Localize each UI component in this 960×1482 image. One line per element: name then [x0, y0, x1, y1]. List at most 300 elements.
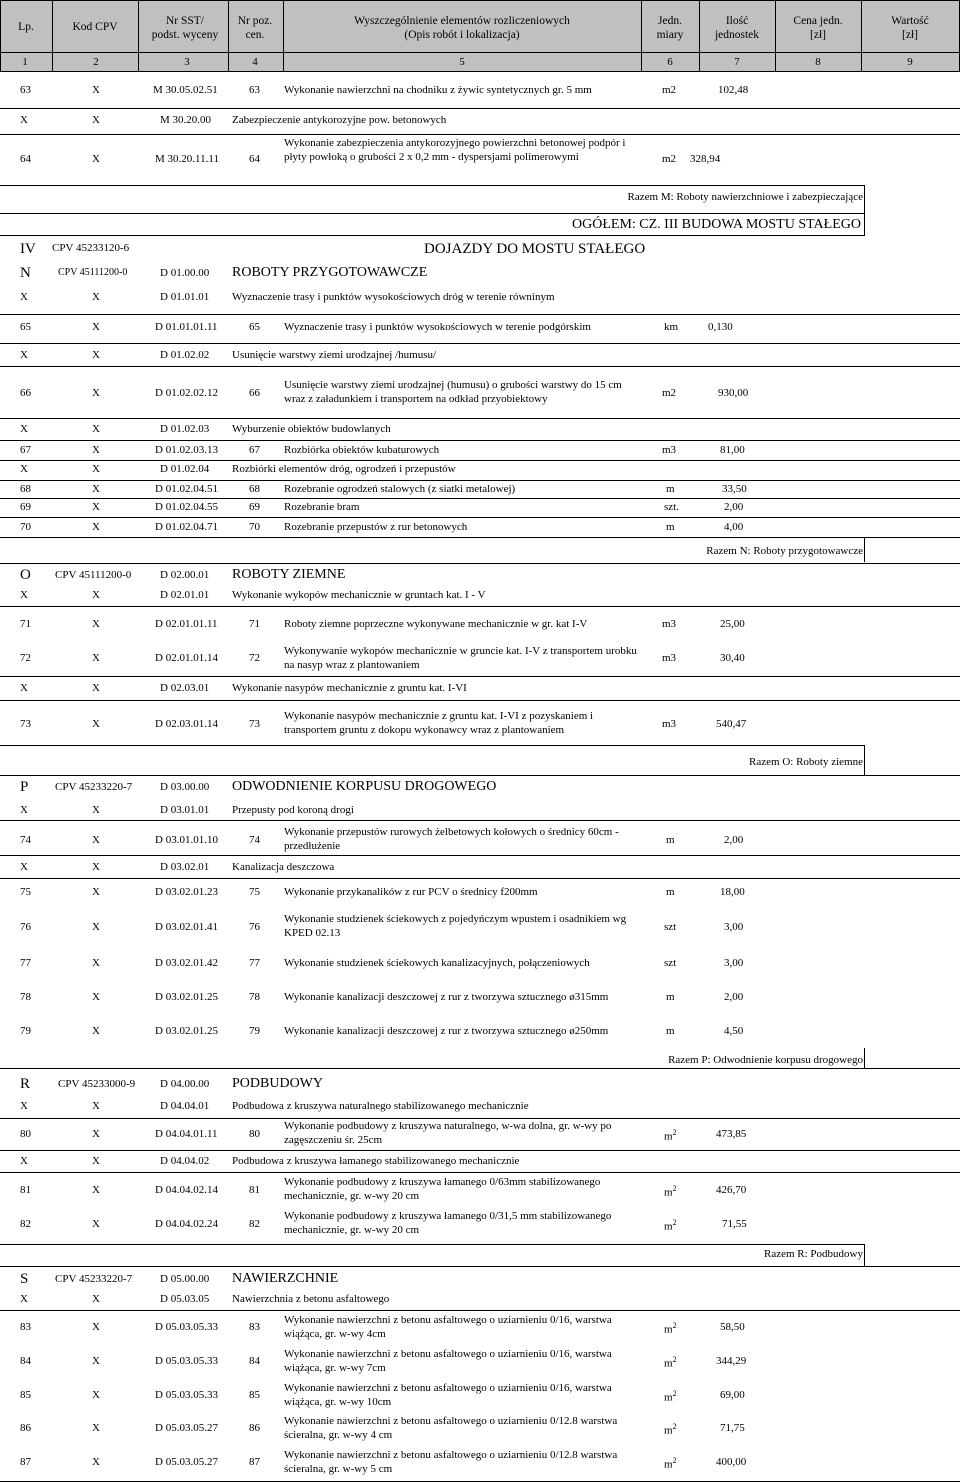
rule — [0, 108, 960, 109]
cell-jm: $m^2$ — [664, 1218, 677, 1233]
rule — [0, 498, 960, 499]
cell-sst: D 04.04.02.24 — [155, 1218, 218, 1230]
cell-ilosc: 426,70 — [716, 1184, 747, 1196]
cell-lp: X — [20, 861, 28, 873]
rule — [641, 0, 642, 71]
cell-opis: Rozebranie przepustów z rur betonowych — [284, 521, 468, 533]
cell-lp: X — [20, 589, 28, 601]
cell-opis: Podbudowa z kruszywa łamanego stabilizowanego mechanicznie — [232, 1155, 520, 1167]
rule — [861, 0, 862, 71]
cell-kod: X — [92, 834, 100, 846]
cell-opis: Wykonanie podbudowy z kruszywa łamanego 0/31,5 mm stabilizowanego mechanicznie, gr. w-wy 20 cm — [284, 1210, 612, 1236]
cell-sst: D 04.04.01.11 — [155, 1128, 218, 1140]
cell-lp: 85 — [20, 1389, 31, 1401]
cell-opis: Wykonanie nasypów mechanicznie z gruntu kat. I-VI — [232, 682, 467, 694]
cell-kod: X — [92, 1155, 100, 1167]
cell-jm: m3 — [662, 444, 677, 456]
summary-label: Razem R: Podbudowy — [764, 1248, 863, 1260]
cell-sst: D 05.03.05.27 — [155, 1422, 218, 1434]
cell-jm: m2 — [662, 84, 677, 96]
cell-jm: $m^2$ — [664, 1456, 677, 1471]
cell-ilosc: 328,94 — [690, 153, 721, 165]
cell-sst: D 02.01.01.11 — [155, 618, 218, 630]
cell-kod: X — [92, 463, 100, 475]
cell-sst: D 05.03.05.33 — [155, 1355, 218, 1367]
section-lp: S — [20, 1271, 29, 1287]
cell-jm: m2 — [662, 153, 677, 165]
cell-kod: X — [92, 589, 100, 601]
cell-ilosc: 58,50 — [720, 1321, 745, 1333]
cell-kod: X — [92, 1321, 100, 1333]
section-sst: D 04.00.00 — [160, 1078, 210, 1090]
cell-opis: Wykonanie kanalizacji deszczowej z rur z tworzywa sztucznego ø315mm — [284, 991, 609, 1003]
col-num: 3 — [184, 56, 190, 68]
cell-sst: D 01.02.04.51 — [155, 483, 218, 495]
section-sst: D 01.00.00 — [160, 267, 210, 279]
cell-sst: D 01.02.03.13 — [155, 444, 218, 456]
cell-lp: 84 — [20, 1355, 31, 1367]
cell-sst: D 05.03.05 — [160, 1293, 210, 1305]
cell-sst: D 03.02.01.23 — [155, 886, 218, 898]
cell-kod: X — [92, 618, 100, 630]
rule — [283, 0, 284, 71]
rule — [0, 314, 960, 315]
cell-kod: X — [92, 349, 100, 361]
cell-jm: $m^2$ — [664, 1355, 677, 1370]
cell-ilosc: 102,48 — [718, 84, 749, 96]
cell-sst: D 01.01.01.11 — [155, 321, 218, 333]
cell-sst: D 04.04.01 — [160, 1100, 210, 1112]
cell-kod: X — [92, 804, 100, 816]
cell-opis: Wykonanie wykopów mechanicznie w gruntach kat. I - V — [232, 589, 486, 601]
col-num: 7 — [734, 56, 740, 68]
rule — [699, 0, 700, 71]
rule — [0, 517, 960, 518]
section-lp: IV — [20, 241, 36, 257]
cell-lp: 76 — [20, 921, 31, 933]
cell-kod: X — [92, 114, 100, 126]
cell-lp: 69 — [20, 501, 31, 513]
cell-jm: $m^2$ — [664, 1321, 677, 1336]
cell-lp: 77 — [20, 957, 31, 969]
cell-sst: D 03.02.01.25 — [155, 991, 218, 1003]
cell-lp: 67 — [20, 444, 31, 456]
col-num: 1 — [22, 56, 28, 68]
cell-kod: X — [92, 921, 100, 933]
cell-kod: X — [92, 718, 100, 730]
cell-lp: 65 — [20, 321, 31, 333]
cell-sst: M 30.05.02.51 — [153, 84, 218, 96]
cell-opis: Wykonanie zabezpieczenia antykorozyjnego powierzchni betonowej podpór i płyty powłoką o grubości 2 x 0,2 mm - dyspersjami polimerowymi — [284, 137, 626, 163]
cell-kod: X — [92, 291, 100, 303]
cell-poz: 70 — [249, 521, 260, 533]
column-numbers — [0, 52, 960, 71]
cell-lp: 63 — [20, 84, 31, 96]
cell-lp: 66 — [20, 387, 31, 399]
cell-opis: Wykonanie nawierzchni z betonu asfaltowego o uziarnieniu 0/12.8 warstwa ścieralna, gr. w-wy 4 cm — [284, 1415, 618, 1441]
cell-kod: X — [92, 682, 100, 694]
header-wartosc: Wartość [zł] — [891, 15, 929, 42]
cell-opis: Przepusty pod koroną drogi — [232, 804, 354, 816]
cell-kod: X — [92, 84, 100, 96]
cell-jm: m2 — [662, 387, 677, 399]
cell-opis: Usunięcie warstwy ziemi urodzajnej (humusu) o grubości warstwy do 15 cm wraz z załadunkiem i transportem na odkład przyobiektowy — [284, 379, 622, 405]
cell-lp: 72 — [20, 652, 31, 664]
cell-kod: X — [92, 861, 100, 873]
cell-kod: X — [92, 483, 100, 495]
summary-box — [0, 745, 865, 775]
cell-sst: D 03.02.01.25 — [155, 1025, 218, 1037]
section-kod: CPV 45233000-9 — [58, 1078, 136, 1090]
cell-kod: X — [92, 387, 100, 399]
cell-sst: D 05.03.05.33 — [155, 1389, 218, 1401]
cell-ilosc: 25,00 — [720, 618, 745, 630]
cell-sst: D 03.02.01 — [160, 861, 210, 873]
summary-label: Razem M: Roboty nawierzchniowe i zabezpieczające — [627, 191, 863, 203]
summary-box — [0, 1244, 865, 1267]
cell-kod: X — [92, 652, 100, 664]
cell-ilosc: 30,40 — [720, 652, 745, 664]
cell-opis: Zabezpieczenie antykorozyjne pow. betonowych — [232, 114, 447, 126]
section-lp: R — [20, 1076, 31, 1092]
cell-kod: X — [92, 1128, 100, 1140]
cell-sst: D 03.01.01.10 — [155, 834, 218, 846]
cell-opis: Rozebranie ogrodzeń stalowych (z siatki metalowej) — [284, 483, 516, 495]
rule — [0, 343, 960, 344]
cell-poz: 72 — [249, 652, 260, 664]
cell-ilosc: 2,00 — [724, 991, 744, 1003]
cell-opis: Rozbiórka obiektów kubaturowych — [284, 444, 440, 456]
cell-kod: X — [92, 321, 100, 333]
cell-sst: D 01.02.03 — [160, 423, 210, 435]
rule — [138, 0, 139, 71]
cell-lp: 80 — [20, 1128, 31, 1140]
cell-kod: X — [92, 444, 100, 456]
cell-poz: 76 — [249, 921, 260, 933]
header-nr-poz: Nr poz. cen. — [237, 15, 273, 42]
cell-sst: D 03.02.01.42 — [155, 957, 218, 969]
section-kod: CPV 45111200-0 — [58, 267, 128, 278]
cell-ilosc: 4,50 — [724, 1025, 744, 1037]
cell-lp: 82 — [20, 1218, 31, 1230]
header-opis: Wyszczególnienie elementów rozliczeniowych (Opis robót i lokalizacja) — [354, 15, 570, 42]
cell-kod: X — [92, 1355, 100, 1367]
cell-lp: X — [20, 1155, 28, 1167]
cell-ilosc: 2,00 — [724, 501, 744, 513]
summary-label: Razem O: Roboty ziemne — [749, 756, 863, 768]
cell-jm: szt. — [664, 501, 679, 513]
cell-lp: 68 — [20, 483, 31, 495]
cell-lp: 78 — [20, 991, 31, 1003]
rule — [0, 0, 1, 71]
cell-poz: 77 — [249, 957, 260, 969]
cell-opis: Wyznaczenie trasy i punktów wysokościowych dróg w terenie równinym — [232, 291, 555, 303]
cell-kod: X — [92, 521, 100, 533]
cell-lp: 73 — [20, 718, 31, 730]
cell-ilosc: 18,00 — [720, 886, 745, 898]
cell-jm: m3 — [662, 618, 677, 630]
cell-sst: D 04.04.02.14 — [155, 1184, 218, 1196]
rule — [0, 418, 960, 419]
section-title: ROBOTY PRZYGOTOWAWCZE — [232, 265, 428, 280]
section-lp: P — [20, 779, 29, 795]
cell-ilosc: 473,85 — [716, 1128, 747, 1140]
cell-opis: Wykonanie nawierzchni z betonu asfaltowego o uziarnieniu 0/16, warstwa wiążąca, gr. w-wy 4cm — [284, 1314, 612, 1340]
header-cena: Cena jedn. [zł] — [793, 15, 843, 42]
cell-sst: D 01.02.04.55 — [155, 501, 218, 513]
total-label: OGÓŁEM: CZ. III BUDOWA MOSTU STAŁEGO — [572, 217, 861, 232]
cell-kod: X — [92, 886, 100, 898]
cell-ilosc: 3,00 — [724, 921, 744, 933]
rule — [0, 775, 960, 776]
cell-sst: D 01.02.02 — [160, 349, 210, 361]
rule — [0, 366, 960, 367]
cell-lp: X — [20, 804, 28, 816]
cell-jm: km — [664, 321, 679, 333]
cell-jm: m3 — [662, 718, 677, 730]
section-sst: D 02.00.01 — [160, 569, 210, 581]
cell-poz: 71 — [249, 618, 260, 630]
cell-sst: D 03.02.01.41 — [155, 921, 218, 933]
rule — [0, 480, 960, 481]
rule — [0, 606, 960, 607]
cell-sst: D 05.03.05.33 — [155, 1321, 218, 1333]
cell-poz: 73 — [249, 718, 260, 730]
cell-lp: X — [20, 423, 28, 435]
section-title: NAWIERZCHNIE — [232, 1271, 339, 1286]
rule — [0, 1172, 960, 1173]
cell-lp: X — [20, 114, 28, 126]
cell-kod: X — [92, 1100, 100, 1112]
section-sst: D 05.00.00 — [160, 1273, 210, 1285]
cell-lp: 83 — [20, 1321, 31, 1333]
rule — [0, 134, 960, 135]
col-num: 9 — [907, 56, 913, 68]
cell-opis: Wykonanie nawierzchni z betonu asfaltowego o uziarnieniu 0/16, warstwa wiążąca, gr. w-wy 10cm — [284, 1382, 612, 1408]
rule — [52, 0, 53, 71]
cell-poz: 83 — [249, 1321, 260, 1333]
cell-lp: X — [20, 1293, 28, 1305]
cell-kod: X — [92, 1422, 100, 1434]
cell-sst: D 02.03.01.14 — [155, 718, 218, 730]
cell-kod: X — [92, 1184, 100, 1196]
cell-ilosc: 400,00 — [716, 1456, 747, 1468]
cell-lp: 64 — [20, 153, 31, 165]
cell-lp: 75 — [20, 886, 31, 898]
cell-jm: szt — [664, 957, 677, 969]
cell-opis: Wykonywanie wykopów mechanicznie w gruncie kat. I-V z transportem urobku na nasyp wraz z plantowaniem — [284, 645, 637, 671]
cell-lp: X — [20, 1100, 28, 1112]
cell-opis: Wykonanie przepustów rurowych żelbetowych kołowych o średnicy 60cm - przedłużenie — [284, 826, 619, 852]
cell-sst: D 05.03.05.27 — [155, 1456, 218, 1468]
cell-sst: D 01.02.04.71 — [155, 521, 218, 533]
col-num: 4 — [252, 56, 258, 68]
cell-sst: D 03.01.01 — [160, 804, 210, 816]
cell-ilosc: 344,29 — [716, 1355, 747, 1367]
cell-poz: 74 — [249, 834, 260, 846]
rule — [0, 878, 960, 879]
rule — [0, 440, 960, 441]
cell-kod: X — [92, 991, 100, 1003]
cell-opis: Kanalizacja deszczowa — [232, 861, 335, 873]
cell-opis: Wykonanie studzienek ściekowych z pojedyńczym wpustem i osadnikiem wg KPED 02.13 — [284, 913, 627, 939]
cell-poz: 81 — [249, 1184, 260, 1196]
col-num: 2 — [93, 56, 99, 68]
cell-kod: X — [92, 501, 100, 513]
rule — [0, 563, 960, 564]
cell-opis: Wykonanie podbudowy z kruszywa łamanego 0/63mm stabilizowanego mechanicznie, gr. w-wy 20 cm — [284, 1176, 601, 1202]
cell-opis: Wykonanie nawierzchni z betonu asfaltowego o uziarnieniu 0/12.8 warstwa ścieralna, gr. w-wy 5 cm — [284, 1449, 618, 1475]
cell-poz: 78 — [249, 991, 260, 1003]
cell-poz: 63 — [249, 84, 260, 96]
rule — [0, 460, 960, 461]
cell-jm: m — [666, 834, 675, 846]
cell-sst: D 02.03.01 — [160, 682, 210, 694]
cell-ilosc: 33,50 — [722, 483, 747, 495]
cell-sst: M 30.20.00 — [160, 114, 212, 126]
rule — [775, 0, 776, 71]
cell-jm: $m^2$ — [664, 1184, 677, 1199]
cell-lp: X — [20, 682, 28, 694]
cell-lp: X — [20, 291, 28, 303]
section-title: ROBOTY ZIEMNE — [232, 567, 346, 582]
header-nr-sst: Nr SST/ podst. wyceny — [151, 15, 219, 42]
cell-lp: 71 — [20, 618, 31, 630]
cell-ilosc: 81,00 — [720, 444, 745, 456]
rule — [0, 1118, 960, 1119]
cell-lp: 86 — [20, 1422, 31, 1434]
cell-jm: m — [666, 521, 675, 533]
cell-kod: X — [92, 1218, 100, 1230]
cell-poz: 86 — [249, 1422, 260, 1434]
cell-poz: 87 — [249, 1456, 260, 1468]
cell-opis: Wykonanie studzienek ściekowych kanalizacyjnych, połączeniowych — [284, 957, 590, 969]
header-ilosc: Ilość jednostek — [714, 15, 760, 42]
cell-lp: 81 — [20, 1184, 31, 1196]
cell-opis: Wykonanie nawierzchni z betonu asfaltowego o uziarnieniu 0/16, warstwa wiążąca, gr. w-wy 7cm — [284, 1348, 612, 1374]
rule — [0, 855, 960, 856]
cell-opis: Rozebranie bram — [284, 501, 360, 513]
cell-kod: X — [92, 1293, 100, 1305]
header-jedn: Jedn. miary — [656, 15, 684, 42]
cell-sst: M 30.20.11.11 — [155, 153, 219, 165]
cell-poz: 75 — [249, 886, 260, 898]
cell-ilosc: 0,130 — [708, 321, 733, 333]
cell-ilosc: 4,00 — [724, 521, 744, 533]
cell-sst: D 01.02.04 — [160, 463, 210, 475]
cell-kod: X — [92, 153, 100, 165]
header-kod-cpv: Kod CPV — [72, 21, 118, 33]
cell-poz: 79 — [249, 1025, 260, 1037]
section-title: PODBUDOWY — [232, 1076, 323, 1091]
rule — [0, 676, 960, 677]
cell-jm: m — [666, 483, 675, 495]
cell-jm: $m^2$ — [664, 1422, 677, 1437]
cell-sst: D 01.01.01 — [160, 291, 210, 303]
section-title: ODWODNIENIE KORPUSU DROGOWEGO — [232, 779, 497, 794]
cell-jm: m — [666, 991, 675, 1003]
cell-opis: Wykonanie przykanalików z rur PCV o średnicy f200mm — [284, 886, 538, 898]
cell-jm: m — [666, 1025, 675, 1037]
cell-poz: 80 — [249, 1128, 260, 1140]
cell-lp: X — [20, 463, 28, 475]
cell-opis: Wykonanie nasypów mechanicznie z gruntu kat. I-VI z pozyskaniem i transportem gruntu z dokopu wykonawcy wraz z plantowaniem — [284, 710, 594, 736]
table-header — [0, 0, 960, 52]
cell-opis: Podbudowa z kruszywa naturalnego stabilizowanego mechanicznie — [232, 1100, 529, 1112]
cell-opis: Rozbiórki elementów dróg, ogrodzeń i przepustów — [232, 463, 456, 475]
section-kod: CPV 45111200-0 — [55, 569, 132, 581]
section-lp: N — [20, 265, 31, 281]
cell-poz: 68 — [249, 483, 260, 495]
rule — [0, 52, 960, 53]
cell-jm: $m^2$ — [664, 1389, 677, 1404]
rule — [228, 0, 229, 71]
cell-opis: Wykonanie nawierzchni na chodniku z żywic syntetycznych gr. 5 mm — [284, 84, 592, 96]
summary-label: Razem N: Roboty przygotowawcze — [706, 545, 863, 557]
cell-poz: 82 — [249, 1218, 260, 1230]
cell-opis: Nawierzchnia z betonu asfaltowego — [232, 1293, 390, 1305]
cell-poz: 65 — [249, 321, 260, 333]
cell-sst: D 04.04.02 — [160, 1155, 210, 1167]
header-lp: Lp. — [18, 21, 34, 33]
cell-poz: 67 — [249, 444, 260, 456]
cell-ilosc: 2,00 — [724, 834, 744, 846]
section-lp: O — [20, 567, 31, 583]
cell-poz: 69 — [249, 501, 260, 513]
cell-kod: X — [92, 957, 100, 969]
cell-lp: 87 — [20, 1456, 31, 1468]
cell-opis: Roboty ziemne poprzeczne wykonywane mechanicznie w gr. kat I-V — [284, 618, 588, 630]
cell-sst: D 02.01.01.14 — [155, 652, 218, 664]
rule — [0, 0, 960, 1]
col-num: 6 — [667, 56, 673, 68]
cell-lp: X — [20, 349, 28, 361]
cell-opis: Wyburzenie obiektów budowlanych — [232, 423, 391, 435]
cell-jm: $m^2$ — [664, 1128, 677, 1143]
cell-poz: 84 — [249, 1355, 260, 1367]
rule — [0, 71, 960, 72]
cell-kod: X — [92, 423, 100, 435]
section-kod: CPV 45233120-6 — [52, 242, 130, 254]
cell-poz: 66 — [249, 387, 260, 399]
summary-label: Razem P: Odwodnienie korpusu drogowego — [668, 1054, 863, 1066]
rule — [0, 1310, 960, 1311]
rule — [0, 700, 960, 701]
cell-opis: Wyznaczenie trasy i punktów wysokościowych w terenie podgórskim — [284, 321, 591, 333]
cell-kod: X — [92, 1025, 100, 1037]
cell-opis: Wykonanie podbudowy z kruszywa naturalnego, w-wa dolna, gr. w-wy po zagęszczeniu śr. 25cm — [284, 1120, 612, 1146]
cell-sst: D 01.02.02.12 — [155, 387, 218, 399]
col-num: 8 — [815, 56, 821, 68]
col-num: 5 — [459, 56, 465, 68]
cell-ilosc: 71,75 — [720, 1422, 745, 1434]
cell-kod: X — [92, 1389, 100, 1401]
section-sst: D 03.00.00 — [160, 781, 210, 793]
section-kod: CPV 45233220-7 — [55, 1273, 133, 1285]
cell-ilosc: 69,00 — [720, 1389, 745, 1401]
cell-opis: Wykonanie kanalizacji deszczowej z rur z tworzywa sztucznego ø250mm — [284, 1025, 609, 1037]
cell-ilosc: 71,55 — [722, 1218, 747, 1230]
cell-poz: 64 — [249, 153, 260, 165]
cell-poz: 85 — [249, 1389, 260, 1401]
cell-lp: 79 — [20, 1025, 31, 1037]
cell-lp: 74 — [20, 834, 31, 846]
cell-jm: m — [666, 886, 675, 898]
cell-ilosc: 3,00 — [724, 957, 744, 969]
cell-sst: D 02.01.01 — [160, 589, 210, 601]
rule — [0, 820, 960, 821]
rule — [0, 1150, 960, 1151]
